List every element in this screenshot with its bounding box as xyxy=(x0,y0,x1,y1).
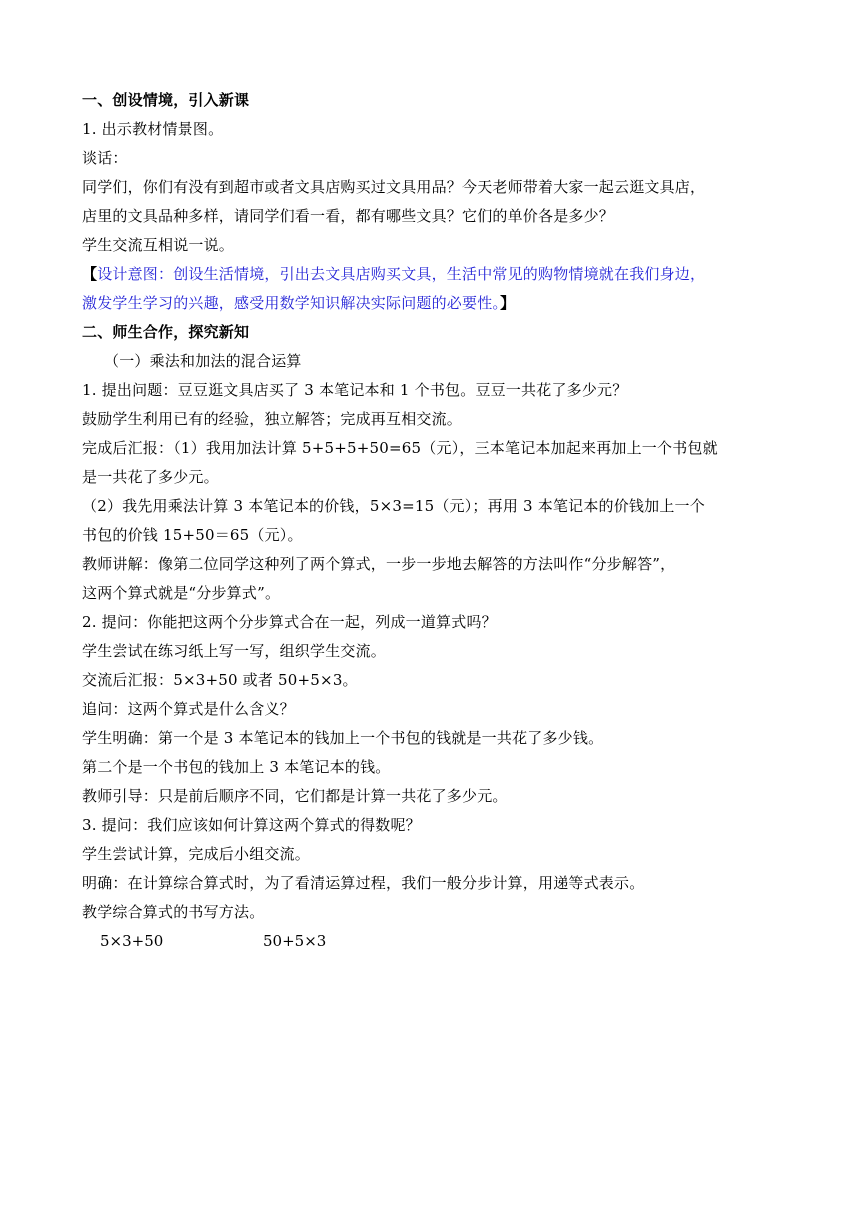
paragraph-line: 教师讲解：像第二位同学这种列了两个算式，一步一步地去解答的方法叫作“分步解答”， xyxy=(82,555,676,573)
formula-left: 5×3+50 xyxy=(100,932,164,950)
design-intent-text-1: 设计意图：创设生活情境，引出去文具店购买文具，生活中常见的购物情境就在我们身边， xyxy=(97,265,706,283)
section2-lines xyxy=(82,376,782,927)
design-open-bracket: 【 xyxy=(82,265,98,283)
paragraph-line: 第二个是一个书包的钱加上 3 本笔记本的钱。 xyxy=(82,758,391,776)
paragraph-line: 明确：在计算综合算式时，为了看清运算过程，我们一般分步计算，用递等式表示。 xyxy=(82,874,645,892)
paragraph-line: 交流后汇报：5×3+50 或者 50+5×3。 xyxy=(82,671,358,689)
student-exchange: 学生交流互相说一说。 xyxy=(82,236,235,254)
paragraph-line: （2）我先用乘法计算 3 本笔记本的价钱，5×3=15（元）；再用 3 本笔记本的价钱加上一个 xyxy=(82,497,705,515)
paragraph-line: 2. 提问：你能把这两个分步算式合在一起，列成一道算式吗？ xyxy=(82,613,497,631)
section2-heading: 二、师生合作，探究新知 xyxy=(82,323,250,341)
paragraph-line: 鼓励学生利用已有的经验，独立解答；完成再互相交流。 xyxy=(82,410,463,428)
paragraph-line: 3. 提问：我们应该如何计算这两个算式的得数呢？ xyxy=(82,816,421,834)
paragraph-line: 教师引导：只是前后顺序不同，它们都是计算一共花了多少元。 xyxy=(82,787,508,805)
paragraph-line: 学生尝试在练习纸上写一写，组织学生交流。 xyxy=(82,642,387,660)
section1-heading: 一、创设情境，引入新课 xyxy=(82,91,250,109)
formula-row xyxy=(82,927,782,956)
paragraph-line: 教学综合算式的书写方法。 xyxy=(82,903,265,921)
document-body xyxy=(82,86,782,956)
talk-line-2: 店里的文具品种多样，请同学们看一看，都有哪些文具？它们的单价各是多少？ xyxy=(82,207,615,225)
talk-label: 谈话： xyxy=(82,149,128,167)
section1-item1: 1. 出示教材情景图。 xyxy=(82,120,224,138)
paragraph-line: 是一共花了多少元。 xyxy=(82,468,219,486)
design-intent-line-1 xyxy=(82,260,782,289)
design-intent-line-2 xyxy=(82,289,782,318)
paragraph-line: 书包的价钱 15+50＝65（元）。 xyxy=(82,526,303,544)
paragraph-line: 完成后汇报：（1）我用加法计算 5+5+5+50=65（元），三本笔记本加起来再加上一个书包就 xyxy=(82,439,718,457)
talk-line-1: 同学们，你们有没有到超市或者文具店购买过文具用品？今天老师带着大家一起云逛文具店， xyxy=(82,178,706,196)
paragraph-line: 学生明确：第一个是 3 本笔记本的钱加上一个书包的钱就是一共花了多少钱。 xyxy=(82,729,604,747)
paragraph-line: 1. 提出问题：豆豆逛文具店买了 3 本笔记本和 1 个书包。豆豆一共花了多少元？ xyxy=(82,381,628,399)
paragraph-line: 这两个算式就是“分步算式”。 xyxy=(82,584,281,602)
formula-right: 50+5×3 xyxy=(263,932,327,950)
design-intent-text-2: 激发学生学习的兴趣，感受用数学知识解决实际问题的必要性。 xyxy=(82,294,501,312)
section2-subheading: （一）乘法和加法的混合运算 xyxy=(104,352,302,370)
paragraph-line: 学生尝试计算，完成后小组交流。 xyxy=(82,845,311,863)
design-close-bracket: 】 xyxy=(500,294,516,312)
paragraph-line: 追问：这两个算式是什么含义？ xyxy=(82,700,295,718)
